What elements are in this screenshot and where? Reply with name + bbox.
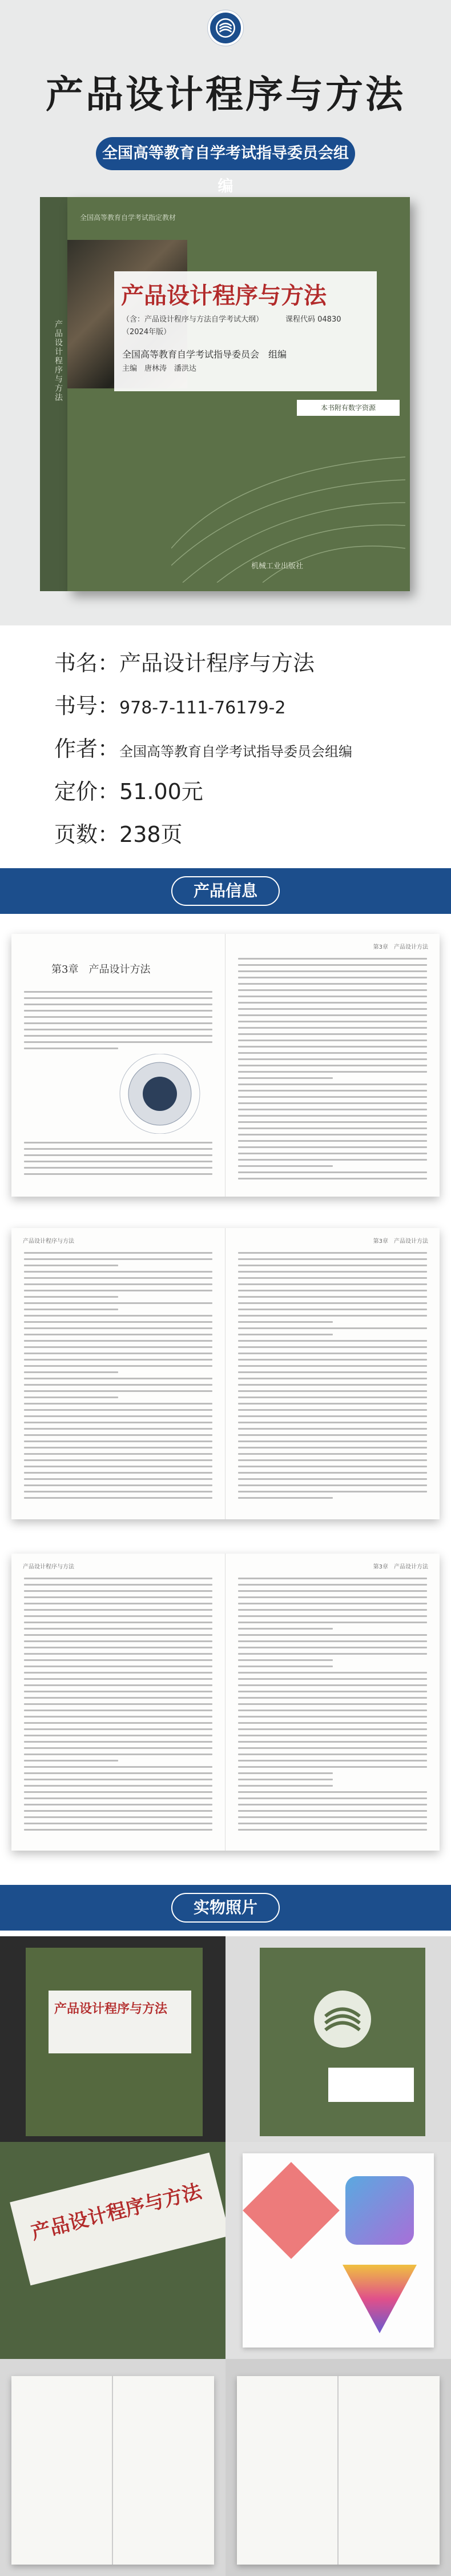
text-line [238, 1127, 427, 1129]
text-line [238, 1403, 427, 1405]
spread-page-left [11, 1228, 226, 1519]
text-line [238, 1491, 427, 1492]
text-line [238, 1258, 427, 1260]
text-line [24, 1741, 212, 1743]
text-line [24, 1804, 212, 1805]
spread-page-left [11, 934, 226, 1197]
spread-page-left [11, 1554, 226, 1851]
text-line [24, 1584, 212, 1586]
brand-logo [208, 10, 243, 46]
photo-back-cover [226, 1936, 451, 2142]
text-line [238, 1609, 427, 1611]
text-line [24, 1371, 118, 1373]
text-line [24, 1173, 212, 1175]
cover-title: 产品设计程序与方法 [121, 282, 327, 309]
text-line [238, 1409, 427, 1411]
text-line [24, 1390, 212, 1392]
info-value: 978-7-111-76179-2 [119, 698, 286, 718]
text-line [24, 1016, 212, 1018]
text-line [24, 1453, 212, 1455]
running-head: 第3章 产品设计方法 [373, 1564, 428, 1570]
text-line [238, 1484, 427, 1486]
text-line [24, 1823, 212, 1824]
text-line [238, 1578, 427, 1579]
text-line [238, 1046, 427, 1048]
text-line [24, 1797, 212, 1799]
text-line [24, 1302, 212, 1304]
text-line [238, 1353, 427, 1354]
text-line [24, 1829, 212, 1831]
text-line [24, 1022, 212, 1024]
book-spread-3 [11, 1554, 440, 1851]
text-line [238, 1171, 427, 1173]
chapter-title: 第3章 产品设计方法 [51, 964, 151, 976]
text-line [24, 1365, 212, 1367]
text-line [238, 1766, 427, 1768]
text-line [238, 1178, 427, 1179]
text-line [238, 1346, 427, 1348]
text-line [238, 1772, 333, 1774]
text-line [238, 1109, 427, 1110]
text-line [238, 1340, 427, 1342]
text-line [24, 1252, 212, 1254]
cover-organization: 全国高等教育自学考试指导委员会 组编 [122, 349, 287, 360]
design-diagram-figure [114, 1054, 206, 1134]
text-line [24, 1791, 212, 1793]
text-line [24, 1816, 212, 1818]
text-line [238, 1453, 427, 1455]
running-head: 产品设计程序与方法 [23, 1238, 74, 1245]
text-line [24, 1041, 212, 1043]
text-line [238, 1797, 427, 1799]
text-line [238, 1014, 427, 1016]
text-line [24, 1397, 118, 1398]
text-line [24, 1290, 212, 1291]
text-line [238, 1791, 427, 1793]
text-line [24, 1154, 212, 1156]
text-line [238, 1478, 427, 1480]
text-line [24, 1403, 212, 1405]
text-line [238, 1754, 427, 1755]
text-line [24, 1258, 212, 1260]
text-line [238, 964, 427, 966]
text-line [238, 1065, 427, 1066]
text-line [24, 1309, 118, 1310]
text-line [24, 1653, 212, 1655]
text-line [24, 1659, 212, 1661]
text-line [24, 1334, 212, 1335]
text-line [24, 1409, 212, 1411]
text-line [238, 1365, 427, 1367]
text-line [238, 1434, 427, 1436]
text-line [24, 1167, 212, 1169]
photo-color-pages [226, 2142, 451, 2359]
text-line [238, 1628, 333, 1630]
text-line [24, 1315, 212, 1317]
cover-subtitle: （含：产品设计程序与方法自学考试大纲） [122, 315, 264, 324]
cover-course-code: 课程代码 04830 [285, 315, 341, 324]
text-line [24, 1466, 212, 1467]
text-line [238, 1647, 427, 1648]
text-line [24, 1346, 212, 1348]
section-title-photos: 实物照片 [171, 1893, 280, 1923]
text-line [238, 1466, 427, 1467]
text-line [24, 1142, 212, 1143]
cover-series-text: 全国高等教育自学考试指定教材 [80, 214, 176, 222]
info-label: 书号： [54, 693, 120, 719]
text-line [24, 1747, 212, 1749]
text-line [238, 1302, 427, 1304]
text-line [238, 1040, 427, 1041]
info-label: 书名： [54, 651, 120, 676]
text-line [238, 1760, 427, 1762]
text-line [238, 1441, 427, 1442]
running-head: 产品设计程序与方法 [23, 1564, 74, 1570]
text-line [24, 1779, 212, 1780]
text-line [24, 1048, 118, 1049]
text-line [238, 1816, 427, 1818]
text-line [24, 1678, 212, 1680]
text-line [238, 1153, 427, 1154]
book-spread-1 [11, 934, 440, 1197]
text-line [238, 1584, 427, 1586]
text-line [238, 996, 427, 997]
text-line [238, 1121, 427, 1123]
running-head: 第3章 产品设计方法 [373, 944, 428, 950]
text-line [24, 1004, 212, 1005]
text-line [24, 1615, 212, 1617]
text-line [24, 1716, 212, 1718]
text-line [24, 1340, 212, 1342]
text-line [238, 1327, 427, 1329]
text-line [238, 1397, 427, 1398]
text-line [238, 1359, 427, 1361]
info-value: 产品设计程序与方法 [119, 651, 315, 676]
text-line [238, 1159, 427, 1161]
publisher-banner: 全国高等教育自学考试指导委员会组编 [96, 137, 355, 170]
text-line [238, 1090, 427, 1092]
text-line [238, 1472, 427, 1474]
text-line [238, 1747, 427, 1749]
text-line [24, 1722, 212, 1724]
text-line [24, 1484, 212, 1486]
text-line [238, 1027, 427, 1029]
info-value: 51.00元 [119, 779, 203, 804]
text-line [24, 1728, 212, 1730]
text-line [238, 1666, 333, 1667]
text-line [238, 1134, 427, 1135]
text-line [238, 1165, 333, 1167]
spine-title: 产品设计程序与方法 [54, 320, 63, 402]
text-line [24, 1447, 212, 1449]
text-line [238, 1296, 427, 1298]
text-line [24, 1478, 212, 1480]
text-line [238, 1823, 427, 1824]
spread-page-right [226, 934, 440, 1197]
info-author [54, 731, 352, 763]
text-line [238, 1252, 427, 1254]
text-line [238, 989, 427, 991]
text-line [24, 1710, 212, 1711]
text-line [238, 1140, 427, 1142]
text-line [238, 1697, 427, 1699]
text-line [238, 1052, 427, 1054]
text-line [238, 1290, 427, 1291]
text-line [24, 1754, 212, 1755]
info-isbn [54, 688, 285, 720]
text-line [238, 1021, 427, 1022]
text-line [24, 1277, 212, 1279]
text-line [238, 977, 427, 978]
text-line [238, 1077, 333, 1079]
text-line [24, 1434, 212, 1436]
text-line [238, 1102, 427, 1104]
text-line [238, 1684, 427, 1686]
text-line [24, 1428, 212, 1430]
text-line [238, 1071, 427, 1073]
text-line [24, 1441, 212, 1442]
text-line [238, 1615, 427, 1617]
text-line [24, 1035, 212, 1037]
photo-angled-cover [0, 2142, 226, 2359]
text-line [24, 1684, 212, 1686]
info-book-name [54, 645, 315, 677]
text-line [238, 1384, 427, 1386]
text-line [24, 1378, 212, 1379]
info-price [54, 774, 203, 805]
text-line [238, 1779, 333, 1780]
text-line [238, 1033, 427, 1035]
text-line [238, 1283, 427, 1285]
text-line [238, 1277, 427, 1279]
info-label: 定价： [54, 779, 120, 804]
text-line [24, 1609, 212, 1611]
text-line [24, 1459, 212, 1461]
text-line [24, 1327, 212, 1329]
text-line [24, 1296, 118, 1298]
text-line [238, 1785, 333, 1787]
text-line [238, 1008, 427, 1010]
spread-page-right [226, 1228, 440, 1519]
text-line [24, 991, 212, 993]
text-line [238, 1447, 427, 1449]
text-line [24, 1283, 212, 1285]
swirl-logo-icon [210, 13, 241, 43]
text-line [24, 1772, 212, 1774]
text-line [24, 1760, 118, 1762]
text-line [238, 1497, 333, 1499]
text-line [238, 1716, 427, 1718]
book-spread-2 [11, 1228, 440, 1519]
text-line [238, 1603, 427, 1604]
text-line [238, 1634, 427, 1636]
text-line [238, 1371, 427, 1373]
text-line [238, 1084, 427, 1085]
photo-open-book-2 [226, 2359, 451, 2576]
text-line [24, 1697, 212, 1699]
text-line [24, 1666, 212, 1667]
text-line [238, 958, 427, 960]
text-line [238, 1378, 427, 1379]
text-line [24, 1415, 212, 1417]
cover-editor: 主编 唐林涛 潘洪达 [122, 364, 197, 373]
text-line [24, 1622, 212, 1623]
text-line [24, 1384, 212, 1386]
text-line [238, 1640, 427, 1642]
text-line [238, 1728, 427, 1730]
cover-digital-tag: 本书附有数字资源 [297, 400, 400, 416]
text-line [24, 1472, 212, 1474]
text-line [238, 1678, 427, 1680]
text-line [238, 1741, 427, 1743]
text-line [24, 1029, 212, 1030]
info-pages [54, 817, 183, 848]
photo-front-cover [0, 1936, 226, 2142]
text-line [24, 1691, 212, 1692]
photo-angled-title: 产品设计程序与方法 [29, 2180, 204, 2245]
text-line [238, 1672, 427, 1674]
info-value: 全国高等教育自学考试指导委员会组编 [119, 744, 353, 760]
text-line [24, 1271, 212, 1273]
text-line [238, 1722, 427, 1724]
info-label: 页数： [54, 822, 120, 847]
photo-cover-title: 产品设计程序与方法 [54, 2001, 168, 2016]
text-line [238, 1115, 427, 1117]
text-line [24, 1785, 212, 1787]
text-line [238, 1058, 427, 1060]
text-line [24, 1810, 212, 1812]
text-line [238, 1810, 427, 1812]
text-line [24, 1265, 118, 1266]
text-line [238, 1590, 427, 1592]
text-line [238, 1096, 427, 1098]
text-line [238, 1703, 427, 1705]
text-line [24, 1010, 212, 1012]
text-line [24, 1359, 212, 1361]
text-line [238, 1415, 427, 1417]
text-line [24, 1628, 212, 1630]
text-line [238, 1422, 427, 1423]
info-label: 作者： [54, 736, 120, 761]
page-title: 产品设计程序与方法 [46, 72, 405, 117]
text-line [24, 1422, 212, 1423]
text-line [238, 1390, 427, 1392]
text-line [238, 1002, 427, 1004]
text-line [24, 1578, 212, 1579]
text-line [24, 1497, 212, 1499]
back-cover-logo-icon [311, 1988, 374, 2051]
text-line [238, 1271, 427, 1273]
cover-publisher: 机械工业出版社 [251, 562, 304, 571]
text-line [24, 1596, 212, 1598]
text-line [238, 1265, 427, 1266]
text-line [238, 1829, 427, 1831]
text-line [238, 1735, 427, 1736]
text-line [238, 1622, 427, 1623]
text-line [24, 1735, 212, 1736]
text-line [238, 1691, 427, 1692]
text-line [24, 1672, 212, 1674]
text-line [238, 1146, 427, 1148]
text-line [24, 1634, 212, 1636]
text-line [238, 1710, 427, 1711]
text-line [238, 1653, 427, 1655]
barcode [328, 2068, 414, 2102]
text-line [24, 1590, 212, 1592]
text-line [24, 997, 212, 999]
text-line [24, 1640, 212, 1642]
text-line [24, 1703, 212, 1705]
text-line [24, 1353, 212, 1354]
cover-year: （2024年版） [122, 328, 171, 336]
text-line [238, 1309, 427, 1310]
running-head: 第3章 产品设计方法 [373, 1238, 428, 1245]
text-line [238, 1428, 427, 1430]
text-line [24, 1766, 212, 1768]
text-line [24, 1647, 212, 1648]
text-line [24, 1491, 212, 1492]
text-line [238, 1804, 427, 1805]
text-line [238, 970, 427, 972]
section-title-product-info: 产品信息 [171, 876, 280, 906]
text-line [24, 1161, 212, 1162]
text-line [24, 1603, 212, 1604]
text-line [238, 1334, 333, 1335]
spread-page-right [226, 1554, 440, 1851]
text-line [24, 1321, 212, 1323]
text-line [238, 1596, 427, 1598]
text-line [238, 1315, 427, 1317]
text-line [238, 1659, 333, 1661]
text-line [238, 1459, 427, 1461]
photo-open-book-1 [0, 2359, 226, 2576]
text-line [24, 1148, 212, 1150]
text-line [238, 983, 427, 985]
text-line [238, 1321, 333, 1323]
info-value: 238页 [119, 822, 183, 847]
